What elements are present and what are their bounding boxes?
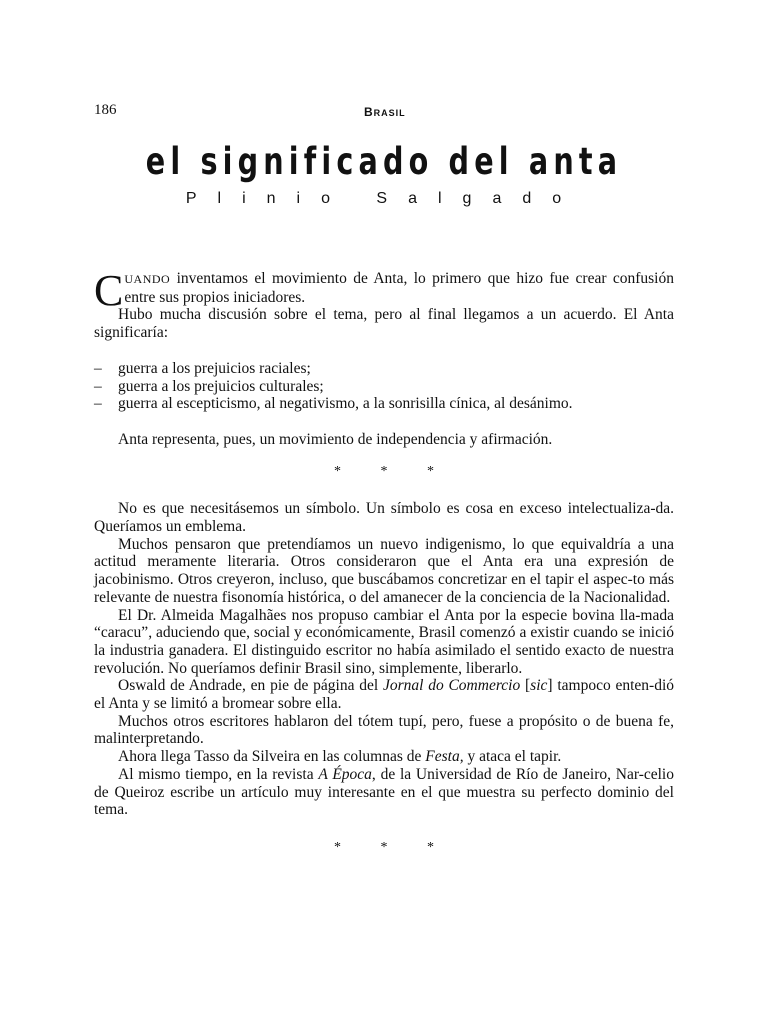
paragraph — [94, 677, 674, 712]
section-separator: * * * — [334, 463, 452, 479]
section-separator: * * * — [334, 839, 452, 855]
italic-run: A Época — [318, 765, 372, 783]
list-item — [94, 378, 674, 396]
text-run: [ — [520, 677, 531, 695]
running-head-initial: B — [364, 105, 374, 119]
italic-run: Jornal do Commercio — [382, 677, 521, 695]
dash-bullet: – — [94, 359, 102, 377]
list-item-text: guerra a los prejuicios raciales; — [118, 359, 311, 377]
objectives-list — [94, 360, 674, 413]
running-head-smallcaps: RASIL — [373, 108, 406, 118]
text-run: , de la Universidad de Río de Janeiro, Nar-celio de Queiroz escribe un artículo muy interesante en el que muestra su perfecto dominio del tema. — [94, 765, 674, 819]
opening-text: inventamos el movimiento de Anta, lo primero que hizo fue crear confusión entre sus propios iniciadores. — [124, 270, 674, 306]
list-item-text: guerra a los prejuicios culturales; — [118, 377, 324, 395]
list-item-text: guerra al escepticismo, al negativismo, a la sonrisilla cínica, al desánimo. — [118, 395, 573, 413]
list-item — [94, 360, 674, 378]
paragraph — [94, 748, 674, 766]
paragraph: No es que necesitásemos un símbolo. Un símbolo es cosa en exceso intelectualiza-da. Queríamos un emblema. — [94, 500, 674, 536]
text-run: Ahora llega Tasso da Silveira en las columnas de — [118, 748, 426, 766]
paragraph-opening — [94, 266, 674, 315]
page-number: 186 — [94, 102, 117, 118]
dash-bullet: – — [94, 395, 102, 413]
opening-smallcaps: UANDO — [124, 272, 171, 286]
text-run: ] tampoco enten-dió el Anta y se limitó a bromear sobre ella. — [94, 677, 674, 713]
paragraph: Muchos pensaron que pretendíamos un nuevo indigenismo, lo que equivaldría a una actitud meramente literaria. Otros consideraron que el Anta era una expresión de jacobinismo. Otros creyeron, incluso, que buscábamos concretizar en el tapir el aspec-to más relevante de nuestra fisonomía histórica, o del amanecer de la conciencia de la Nacionalidad. — [94, 535, 674, 606]
paragraph — [94, 766, 674, 819]
paragraph: Muchos otros escritores hablaron del tótem tupí, pero, fuese a propósito o de buena fe, malinterpretando. — [94, 712, 674, 748]
paragraph: Anta representa, pues, un movimiento de independencia y afirmación. — [118, 430, 553, 448]
dash-bullet: – — [94, 377, 102, 395]
italic-run: sic — [530, 677, 548, 695]
article-title: el significado del anta — [145, 140, 623, 183]
text-run: Al mismo tiempo, en la revista — [118, 765, 319, 783]
article-body — [94, 266, 674, 877]
paragraph: Hubo mucha discusión sobre el tema, pero al final llegamos a un acuerdo. El Anta significaría: — [94, 306, 674, 342]
article-author: Plinio Salgado — [185, 190, 583, 207]
italic-run: Festa, — [425, 748, 464, 766]
paragraph: El Dr. Almeida Magalhães nos propuso cambiar el Anta por la especie bovina lla-mada “caracu”, aduciendo que, social y económicamente, Brasil comenzó a existir cuando se inició la industria ganadera. El distinguido escritor no había asimilado el sentido exacto de nuestra revolución. No queríamos definir Brasil sino, simplemente, liberarlo. — [94, 606, 674, 677]
text-run: Oswald de Andrade, en pie de página del — [118, 677, 383, 695]
drop-cap: C — [94, 266, 124, 315]
list-item — [94, 395, 674, 413]
text-run: y ataca el tapir. — [463, 748, 562, 766]
running-head — [364, 105, 406, 119]
